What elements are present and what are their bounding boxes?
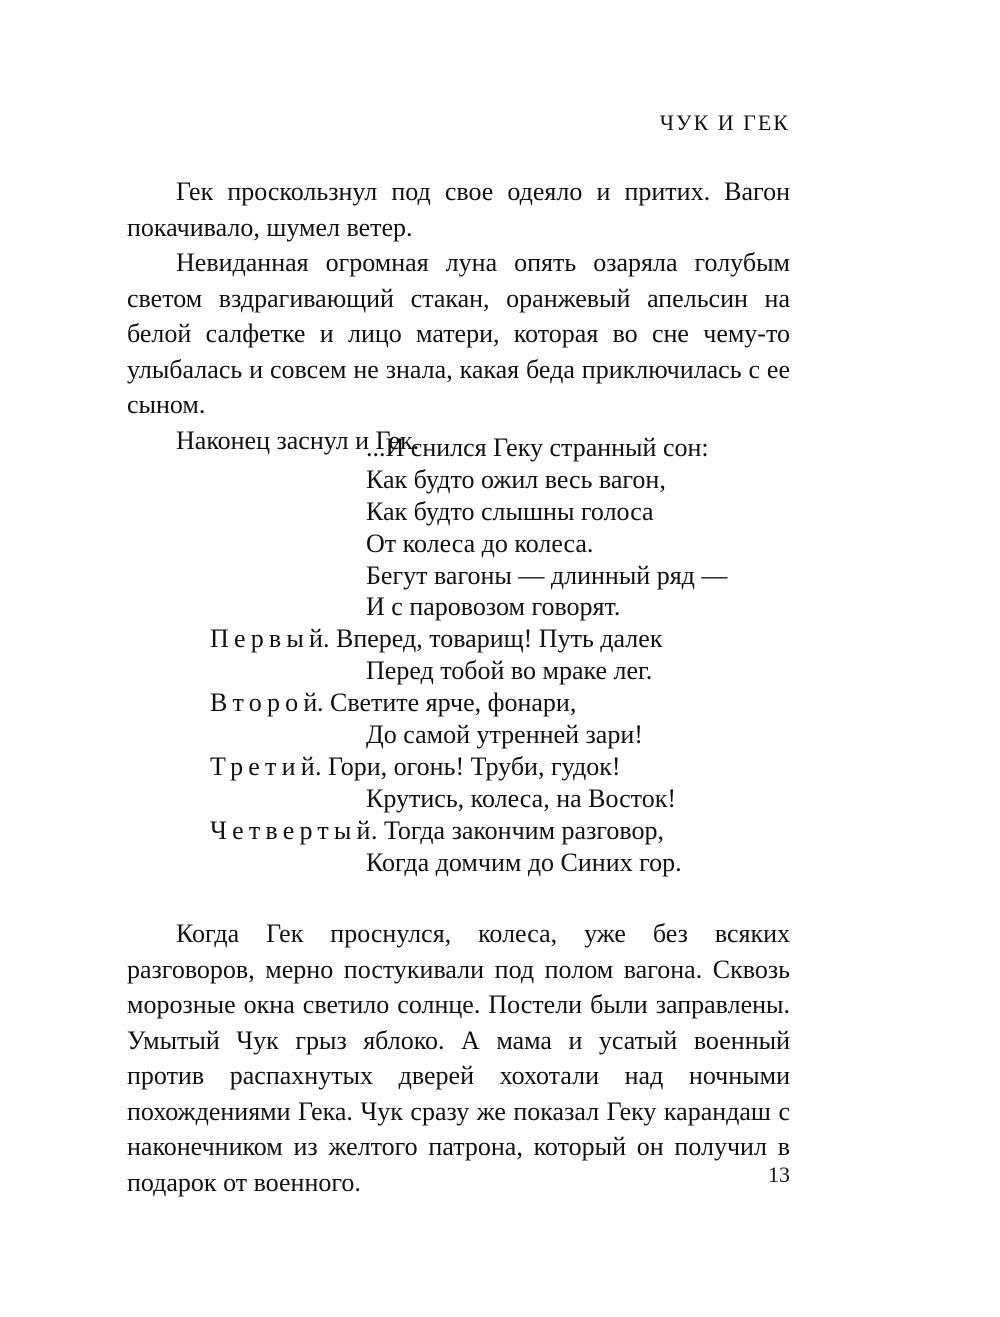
speaker-line [0,815,1000,847]
paragraph: Гек проскользнул под свое одеяло и притих. Вагон покачивало, шумел ветер. [127,177,790,242]
speaker-line-text: . Вперед, товарищ! Путь далек [323,624,663,654]
verse-text: Бегут вагоны — длинный ряд — [366,560,728,590]
speaker-name: Второй [210,688,323,718]
paragraph: Когда Гек проснулся, колеса, уже без всяких разговоров, мерно постукивали под полом вагона. Сквозь морозные окна светило солнце. Постели были заправлены. Умытый Чук грыз яблоко. А мама и усатый военный против распахнутых дверей хохотали над ночными похождениями Гека. Чук сразу же показал Геку карандаш с наконечником из желтого патрона, который он получил в подарок от военного. [127,919,790,1197]
paragraph: Наконец заснул и Гек. [176,425,420,455]
verse-text: Крутись, колеса, на Восток! [366,783,676,813]
verse-text: От колеса до колеса. [366,528,594,558]
verse-line [0,847,1000,879]
speaker-name: Четвертый [210,815,376,845]
speaker-line [0,751,1000,783]
speaker-line [0,623,1000,655]
bottom-prose [127,916,790,1200]
verse-text: ...И снился Геку странный сон: [366,433,709,462]
speaker-line-text: . Светите ярче, фонари, [317,688,577,718]
speaker-name: Первый [210,624,329,654]
verse-text: Когда домчим до Синих гор. [366,847,682,877]
verse-block [0,432,1000,878]
verse-text: До самой утренней зари! [366,720,643,750]
speaker-name: Третий [210,751,320,781]
verse-line [0,655,1000,687]
speaker-line [0,687,1000,719]
speaker-line-text: . Гори, огонь! Труби, гудок! [315,751,621,781]
verse-line [0,432,1000,464]
verse-text: И с паровозом говорят. [366,592,621,622]
paragraph: Невиданная огромная луна опять озаряла голубым светом вздрагивающий стакан, оранжевый апельсин на белой салфетке и лицо матери, которая во сне чему-то улыбалась и совсем не знала, какая беда приключилась с ее сыном. [127,248,790,419]
verse-line [0,783,1000,815]
verse-line [0,464,1000,496]
verse-text: Как будто слышны голоса [366,496,654,526]
verse-text: Перед тобой во мраке лег. [366,656,653,686]
speaker-line-text: . Тогда закончим разговор, [371,815,664,845]
verse-text: Как будто ожил весь вагон, [366,464,666,494]
page-number: 13 [768,1162,790,1187]
verse-line [0,496,1000,528]
running-head: ЧУК И ГЕК [659,110,790,135]
verse-line [0,591,1000,623]
verse-line [0,528,1000,560]
verse-line [0,719,1000,751]
top-prose [127,174,790,458]
verse-line [0,560,1000,592]
